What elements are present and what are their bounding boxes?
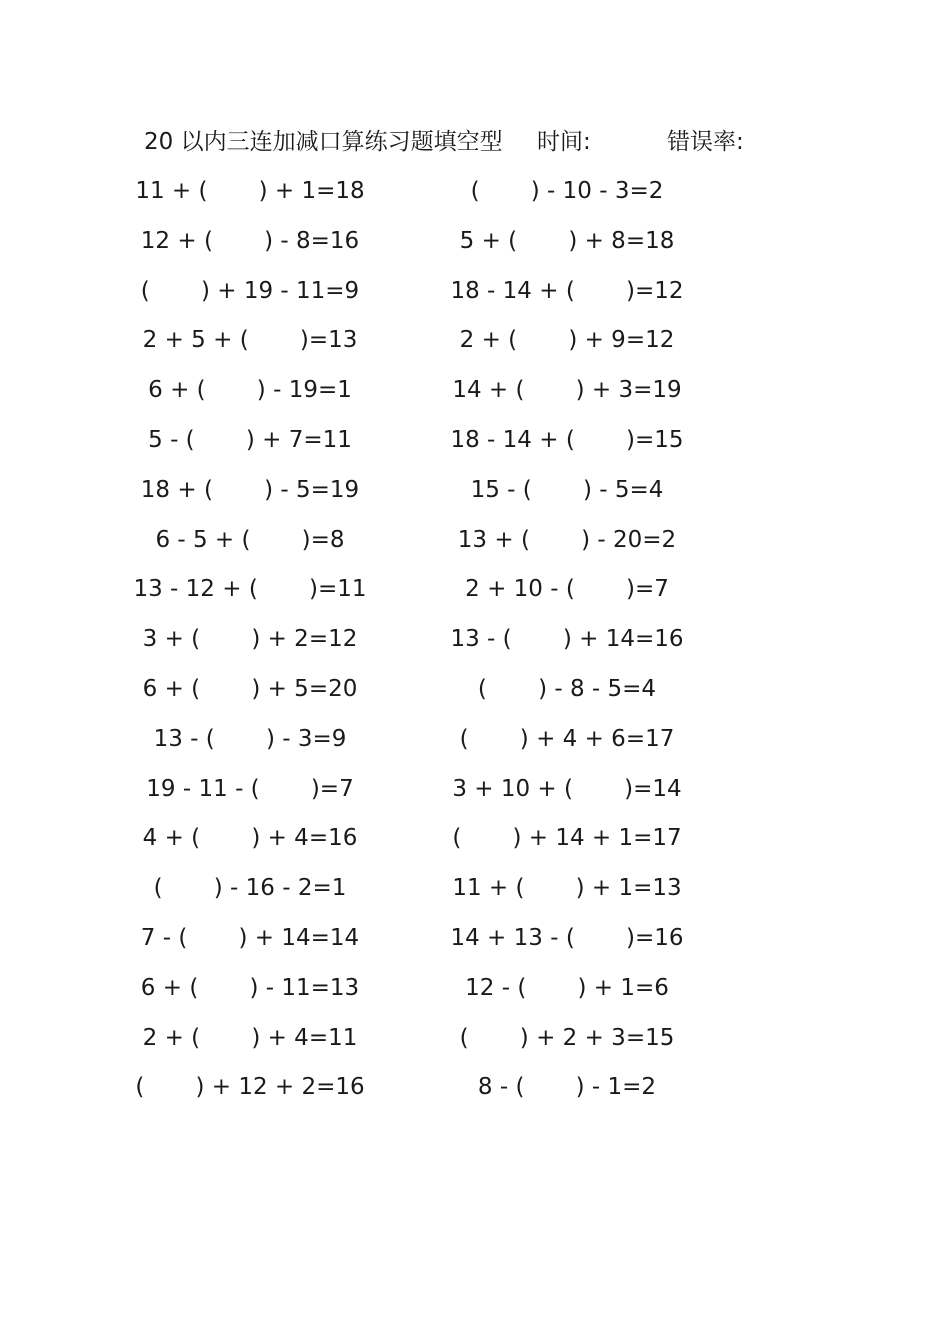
problem-row: 13 - 12 + ( )=11 bbox=[133, 576, 367, 603]
problem-row: 11 + ( ) + 1=18 bbox=[135, 178, 365, 204]
problem-row: 13 - ( ) + 14=16 bbox=[450, 626, 684, 653]
problem-row: 19 - 11 - ( )=7 bbox=[146, 775, 354, 802]
problem-row: 2 + ( ) + 9=12 bbox=[459, 327, 675, 354]
problem-row: ( ) + 12 + 2=16 bbox=[135, 1074, 365, 1101]
problem-row: 13 - ( ) - 3=9 bbox=[153, 725, 347, 752]
problem-row: ( ) + 4 + 6=17 bbox=[459, 725, 675, 752]
problem-row: 6 + ( ) - 11=13 bbox=[140, 974, 360, 1001]
problem-row: 18 + ( ) - 5=19 bbox=[140, 476, 360, 503]
worksheet-title: 20 以内三连加减口算练习题填空型 bbox=[144, 129, 503, 155]
problem-row: 11 + ( ) + 1=13 bbox=[452, 875, 682, 902]
error-rate-label: 错误率: bbox=[667, 129, 744, 155]
problem-row: ( ) - 8 - 5=4 bbox=[477, 675, 657, 702]
problem-row: 2 + ( ) + 4=11 bbox=[142, 1024, 358, 1051]
problem-row: ( ) + 2 + 3=15 bbox=[459, 1024, 675, 1051]
problem-row: 2 + 10 - ( )=7 bbox=[465, 576, 669, 603]
problem-row: ( ) + 14 + 1=17 bbox=[452, 825, 682, 852]
problem-row: 6 + ( ) - 19=1 bbox=[148, 377, 352, 404]
problem-row: 5 + ( ) + 8=18 bbox=[459, 227, 675, 254]
problem-row: 12 + ( ) - 8=16 bbox=[140, 227, 360, 254]
problem-row: 14 + ( ) + 3=19 bbox=[452, 377, 682, 404]
problem-row: 13 + ( ) - 20=2 bbox=[457, 526, 677, 553]
problem-row: 18 - 14 + ( )=12 bbox=[450, 277, 684, 304]
problem-row: ( ) - 16 - 2=1 bbox=[153, 875, 347, 902]
problem-row: 2 + 5 + ( )=13 bbox=[142, 327, 358, 354]
worksheet-header bbox=[144, 124, 784, 160]
problem-row: 6 - 5 + ( )=8 bbox=[155, 526, 345, 553]
problem-row: 7 - ( ) + 14=14 bbox=[140, 924, 360, 951]
problem-row: 3 + 10 + ( )=14 bbox=[452, 775, 682, 802]
time-label: 时间: bbox=[537, 129, 591, 155]
problem-row: ( ) + 19 - 11=9 bbox=[140, 277, 360, 304]
problem-row: 8 - ( ) - 1=2 bbox=[477, 1074, 657, 1101]
right-problem-column bbox=[417, 172, 717, 1118]
problem-row: 6 + ( ) + 5=20 bbox=[142, 675, 358, 702]
left-problem-column bbox=[100, 172, 400, 1118]
problem-row: 18 - 14 + ( )=15 bbox=[450, 426, 684, 453]
problem-row: 4 + ( ) + 4=16 bbox=[142, 825, 358, 852]
problem-row: 5 - ( ) + 7=11 bbox=[148, 426, 352, 453]
problem-row: 14 + 13 - ( )=16 bbox=[450, 924, 684, 951]
problem-row: 15 - ( ) - 5=4 bbox=[470, 476, 664, 503]
problem-row: ( ) - 10 - 3=2 bbox=[470, 178, 664, 204]
problem-row: 3 + ( ) + 2=12 bbox=[142, 626, 358, 653]
problem-row: 12 - ( ) + 1=6 bbox=[465, 974, 669, 1001]
